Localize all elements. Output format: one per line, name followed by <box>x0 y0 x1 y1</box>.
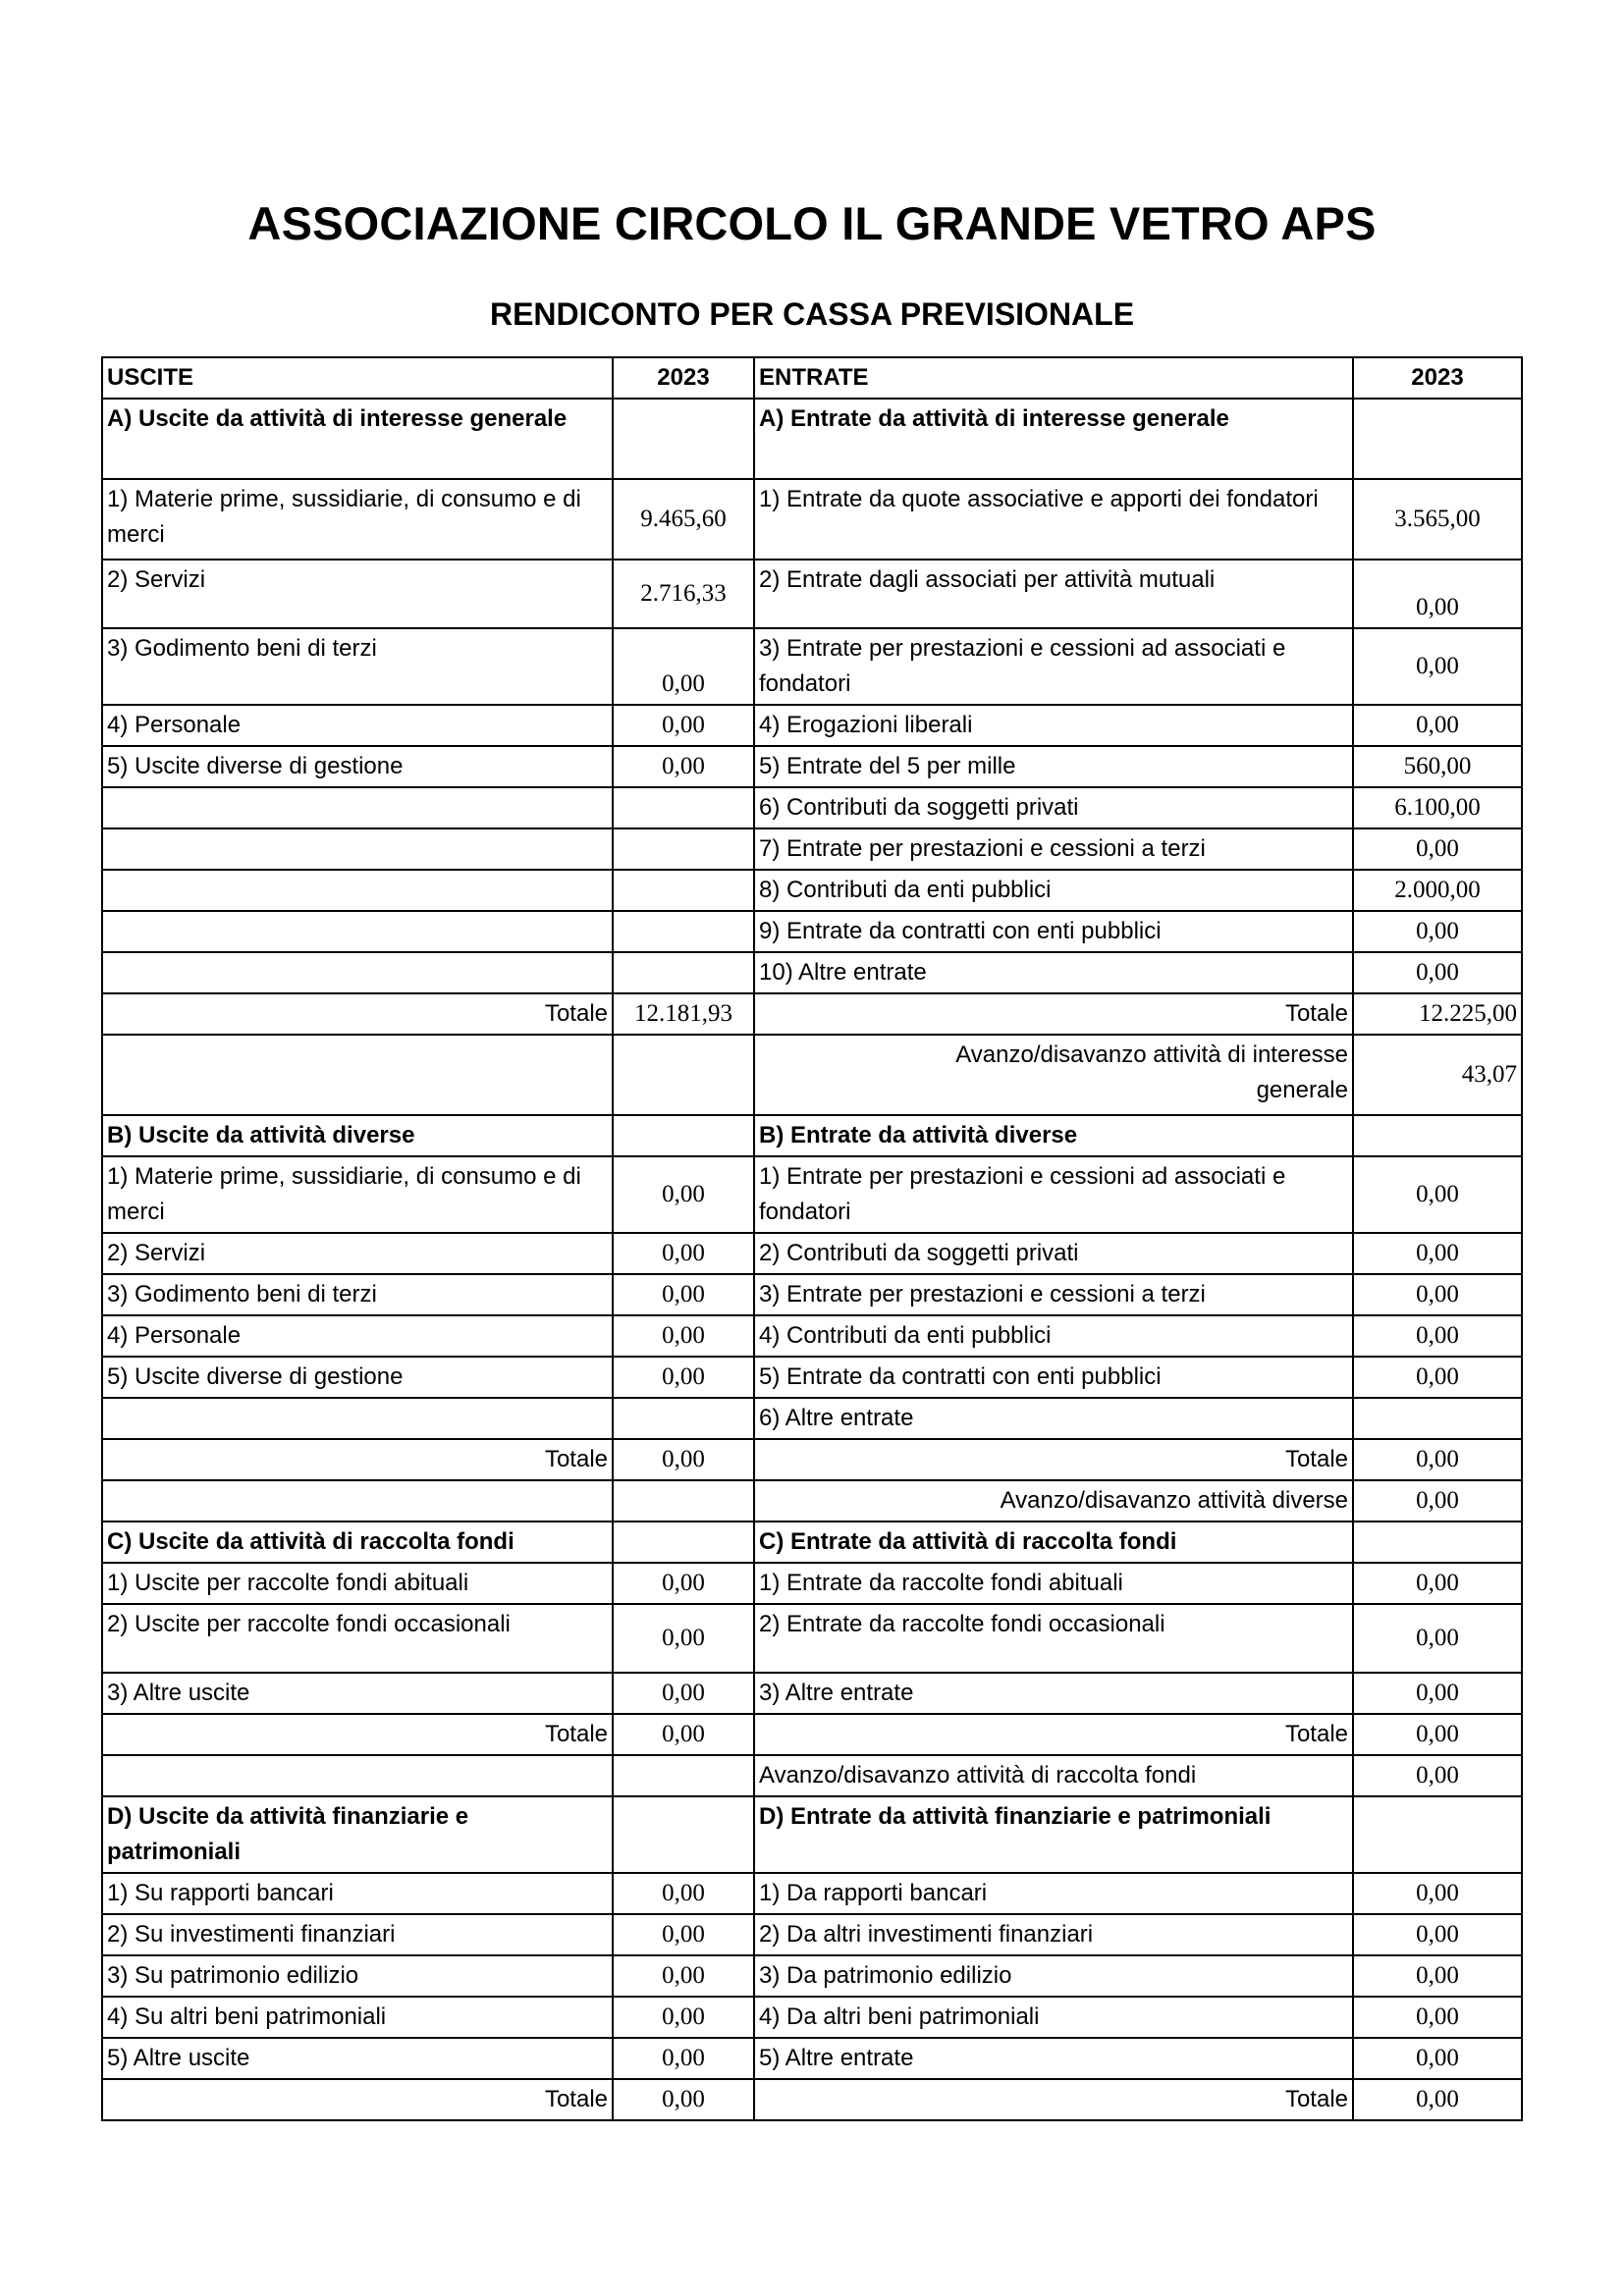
section-c-entrate-title: C) Entrate da attività di raccolta fondi <box>754 1522 1353 1563</box>
entrate-value <box>1353 1398 1522 1439</box>
avanzo-value: 43,07 <box>1353 1035 1522 1115</box>
table-row <box>102 705 1522 746</box>
entrate-label: 3) Entrate per prestazioni e cessioni a terzi <box>754 1274 1353 1315</box>
entrate-label: 1) Entrate da quote associative e apporti dei fondatori <box>754 479 1353 560</box>
totale-entrate-label: Totale <box>754 2079 1353 2120</box>
empty-cell <box>613 1480 754 1522</box>
uscite-value: 0,00 <box>613 1873 754 1914</box>
table-row <box>102 1673 1522 1714</box>
totale-uscite-value: 12.181,93 <box>613 993 754 1035</box>
entrate-value: 0,00 <box>1353 1955 1522 1997</box>
uscite-label: 2) Servizi <box>102 560 613 628</box>
entrate-label: 5) Entrate da contratti con enti pubblici <box>754 1357 1353 1398</box>
entrate-label: 5) Altre entrate <box>754 2038 1353 2079</box>
section-a-uscite-title: A) Uscite da attività di interesse generale <box>102 399 613 479</box>
uscite-label: 1) Materie prime, sussidiarie, di consumo e di merci <box>102 479 613 560</box>
table-row <box>102 911 1522 952</box>
totale-row <box>102 993 1522 1035</box>
entrate-label: 10) Altre entrate <box>754 952 1353 993</box>
entrate-value: 0,00 <box>1353 911 1522 952</box>
totale-uscite-value: 0,00 <box>613 1714 754 1755</box>
avanzo-label: Avanzo/disavanzo attività di raccolta fondi <box>754 1755 1353 1796</box>
section-d-title-row <box>102 1796 1522 1873</box>
uscite-label: 5) Uscite diverse di gestione <box>102 746 613 787</box>
entrate-value: 0,00 <box>1353 1233 1522 1274</box>
uscite-label <box>102 787 613 828</box>
entrate-label: 4) Da altri beni patrimoniali <box>754 1997 1353 2038</box>
entrate-value: 560,00 <box>1353 746 1522 787</box>
table-row <box>102 1398 1522 1439</box>
empty-cell <box>613 399 754 479</box>
uscite-value: 0,00 <box>613 1955 754 1997</box>
empty-cell <box>613 1755 754 1796</box>
uscite-value: 0,00 <box>613 1997 754 2038</box>
empty-cell <box>1353 1796 1522 1873</box>
entrate-value: 0,00 <box>1353 1315 1522 1357</box>
table-row <box>102 1604 1522 1673</box>
table-header-row <box>102 357 1522 399</box>
uscite-value <box>613 952 754 993</box>
table-row <box>102 2038 1522 2079</box>
entrate-label: 6) Altre entrate <box>754 1398 1353 1439</box>
entrate-value: 0,00 <box>1353 1274 1522 1315</box>
entrate-value: 0,00 <box>1353 560 1522 628</box>
entrate-label: 2) Da altri investimenti finanziari <box>754 1914 1353 1955</box>
uscite-label: 4) Su altri beni patrimoniali <box>102 1997 613 2038</box>
entrate-label: 2) Entrate da raccolte fondi occasionali <box>754 1604 1353 1673</box>
entrate-value: 0,00 <box>1353 1873 1522 1914</box>
uscite-label: 5) Uscite diverse di gestione <box>102 1357 613 1398</box>
entrate-label: 7) Entrate per prestazioni e cessioni a terzi <box>754 828 1353 870</box>
entrate-label: 8) Contributi da enti pubblici <box>754 870 1353 911</box>
entrate-value: 0,00 <box>1353 2038 1522 2079</box>
table-row <box>102 870 1522 911</box>
uscite-label: 5) Altre uscite <box>102 2038 613 2079</box>
table-row <box>102 1873 1522 1914</box>
entrate-label: 2) Entrate dagli associati per attività mutuali <box>754 560 1353 628</box>
entrate-value: 0,00 <box>1353 1604 1522 1673</box>
uscite-value: 0,00 <box>613 746 754 787</box>
entrate-label: 3) Da patrimonio edilizio <box>754 1955 1353 1997</box>
table-row <box>102 787 1522 828</box>
uscite-label: 3) Godimento beni di terzi <box>102 1274 613 1315</box>
totale-uscite-label: Totale <box>102 2079 613 2120</box>
avanzo-value: 0,00 <box>1353 1480 1522 1522</box>
section-b-uscite-title: B) Uscite da attività diverse <box>102 1115 613 1156</box>
entrate-label: 2) Contributi da soggetti privati <box>754 1233 1353 1274</box>
uscite-label <box>102 1398 613 1439</box>
section-c-uscite-title: C) Uscite da attività di raccolta fondi <box>102 1522 613 1563</box>
entrate-value: 0,00 <box>1353 1673 1522 1714</box>
entrate-value: 3.565,00 <box>1353 479 1522 560</box>
uscite-value: 0,00 <box>613 2038 754 2079</box>
table-row <box>102 746 1522 787</box>
uscite-value <box>613 787 754 828</box>
entrate-label: 3) Entrate per prestazioni e cessioni ad associati e fondatori <box>754 628 1353 705</box>
uscite-label: 2) Servizi <box>102 1233 613 1274</box>
empty-cell <box>613 1115 754 1156</box>
entrate-value: 0,00 <box>1353 705 1522 746</box>
entrate-label: 4) Contributi da enti pubblici <box>754 1315 1353 1357</box>
table-row <box>102 1233 1522 1274</box>
avanzo-row <box>102 1755 1522 1796</box>
empty-cell <box>613 1522 754 1563</box>
uscite-label: 1) Su rapporti bancari <box>102 1873 613 1914</box>
section-a-entrate-title: A) Entrate da attività di interesse generale <box>754 399 1353 479</box>
avanzo-row <box>102 1480 1522 1522</box>
uscite-value: 0,00 <box>613 628 754 705</box>
uscite-label: 3) Su patrimonio edilizio <box>102 1955 613 1997</box>
uscite-label <box>102 870 613 911</box>
entrate-value: 0,00 <box>1353 628 1522 705</box>
uscite-value <box>613 828 754 870</box>
totale-entrate-label: Totale <box>754 993 1353 1035</box>
avanzo-label: Avanzo/disavanzo attività diverse <box>754 1480 1353 1522</box>
uscite-label <box>102 911 613 952</box>
uscite-label <box>102 952 613 993</box>
empty-cell <box>613 1035 754 1115</box>
uscite-label <box>102 828 613 870</box>
uscite-value: 0,00 <box>613 1233 754 1274</box>
uscite-value: 0,00 <box>613 1315 754 1357</box>
entrate-label: 1) Entrate per prestazioni e cessioni ad associati e fondatori <box>754 1156 1353 1233</box>
table-row <box>102 1914 1522 1955</box>
uscite-value: 0,00 <box>613 1673 754 1714</box>
empty-cell <box>1353 1522 1522 1563</box>
totale-row <box>102 1439 1522 1480</box>
empty-cell <box>1353 399 1522 479</box>
table-row <box>102 828 1522 870</box>
avanzo-row <box>102 1035 1522 1115</box>
entrate-label: 6) Contributi da soggetti privati <box>754 787 1353 828</box>
totale-uscite-value: 0,00 <box>613 2079 754 2120</box>
uscite-label: 1) Materie prime, sussidiarie, di consumo e di merci <box>102 1156 613 1233</box>
empty-cell <box>1353 1115 1522 1156</box>
totale-uscite-label: Totale <box>102 993 613 1035</box>
uscite-label: 2) Uscite per raccolte fondi occasionali <box>102 1604 613 1673</box>
table-row <box>102 1955 1522 1997</box>
uscite-label: 2) Su investimenti finanziari <box>102 1914 613 1955</box>
totale-entrate-value: 0,00 <box>1353 1439 1522 1480</box>
avanzo-value: 0,00 <box>1353 1755 1522 1796</box>
uscite-value: 0,00 <box>613 1604 754 1673</box>
entrate-label: 1) Entrate da raccolte fondi abituali <box>754 1563 1353 1604</box>
empty-cell <box>102 1035 613 1115</box>
uscite-value: 2.716,33 <box>613 560 754 628</box>
entrate-header: ENTRATE <box>754 357 1353 399</box>
entrate-value: 0,00 <box>1353 952 1522 993</box>
uscite-value <box>613 911 754 952</box>
entrate-value: 6.100,00 <box>1353 787 1522 828</box>
section-a-title-row <box>102 399 1522 479</box>
uscite-value: 0,00 <box>613 1156 754 1233</box>
uscite-value: 0,00 <box>613 705 754 746</box>
uscite-label: 1) Uscite per raccolte fondi abituali <box>102 1563 613 1604</box>
table-row <box>102 1357 1522 1398</box>
uscite-value <box>613 870 754 911</box>
empty-cell <box>102 1755 613 1796</box>
entrate-value: 0,00 <box>1353 1563 1522 1604</box>
entrate-value: 2.000,00 <box>1353 870 1522 911</box>
table-row <box>102 1563 1522 1604</box>
year-left-header: 2023 <box>613 357 754 399</box>
section-b-title-row <box>102 1115 1522 1156</box>
totale-entrate-label: Totale <box>754 1439 1353 1480</box>
entrate-value: 0,00 <box>1353 828 1522 870</box>
table-row <box>102 479 1522 560</box>
totale-entrate-value: 0,00 <box>1353 1714 1522 1755</box>
table-row <box>102 1274 1522 1315</box>
document-subtitle: RENDICONTO PER CASSA PREVISIONALE <box>489 296 1135 332</box>
document-title: ASSOCIAZIONE CIRCOLO IL GRANDE VETRO APS <box>247 197 1377 249</box>
table-row <box>102 1997 1522 2038</box>
totale-uscite-label: Totale <box>102 1714 613 1755</box>
empty-cell <box>613 1796 754 1873</box>
table-row <box>102 1315 1522 1357</box>
uscite-value: 0,00 <box>613 1357 754 1398</box>
avanzo-label: Avanzo/disavanzo attività di interesse generale <box>754 1035 1353 1115</box>
entrate-label: 9) Entrate da contratti con enti pubblici <box>754 911 1353 952</box>
totale-row <box>102 2079 1522 2120</box>
uscite-label: 4) Personale <box>102 705 613 746</box>
totale-uscite-label: Totale <box>102 1439 613 1480</box>
entrate-value: 0,00 <box>1353 1914 1522 1955</box>
entrate-value: 0,00 <box>1353 1997 1522 2038</box>
uscite-label: 3) Godimento beni di terzi <box>102 628 613 705</box>
uscite-label: 4) Personale <box>102 1315 613 1357</box>
section-d-entrate-title: D) Entrate da attività finanziarie e patrimoniali <box>754 1796 1353 1873</box>
totale-entrate-value: 12.225,00 <box>1353 993 1522 1035</box>
uscite-value: 0,00 <box>613 1563 754 1604</box>
section-d-uscite-title: D) Uscite da attività finanziarie e patrimoniali <box>102 1796 613 1873</box>
table-row <box>102 952 1522 993</box>
year-right-header: 2023 <box>1353 357 1522 399</box>
table-row <box>102 560 1522 628</box>
uscite-header: USCITE <box>102 357 613 399</box>
table-row <box>102 1156 1522 1233</box>
section-b-entrate-title: B) Entrate da attività diverse <box>754 1115 1353 1156</box>
section-c-title-row <box>102 1522 1522 1563</box>
totale-row <box>102 1714 1522 1755</box>
totale-entrate-value: 0,00 <box>1353 2079 1522 2120</box>
rendiconto-table <box>101 356 1523 2121</box>
entrate-label: 1) Da rapporti bancari <box>754 1873 1353 1914</box>
uscite-value: 0,00 <box>613 1914 754 1955</box>
entrate-value: 0,00 <box>1353 1357 1522 1398</box>
uscite-label: 3) Altre uscite <box>102 1673 613 1714</box>
totale-uscite-value: 0,00 <box>613 1439 754 1480</box>
entrate-label: 5) Entrate del 5 per mille <box>754 746 1353 787</box>
entrate-value: 0,00 <box>1353 1156 1522 1233</box>
empty-cell <box>102 1480 613 1522</box>
uscite-value <box>613 1398 754 1439</box>
table-row <box>102 628 1522 705</box>
entrate-label: 4) Erogazioni liberali <box>754 705 1353 746</box>
totale-entrate-label: Totale <box>754 1714 1353 1755</box>
uscite-value: 9.465,60 <box>613 479 754 560</box>
entrate-label: 3) Altre entrate <box>754 1673 1353 1714</box>
uscite-value: 0,00 <box>613 1274 754 1315</box>
